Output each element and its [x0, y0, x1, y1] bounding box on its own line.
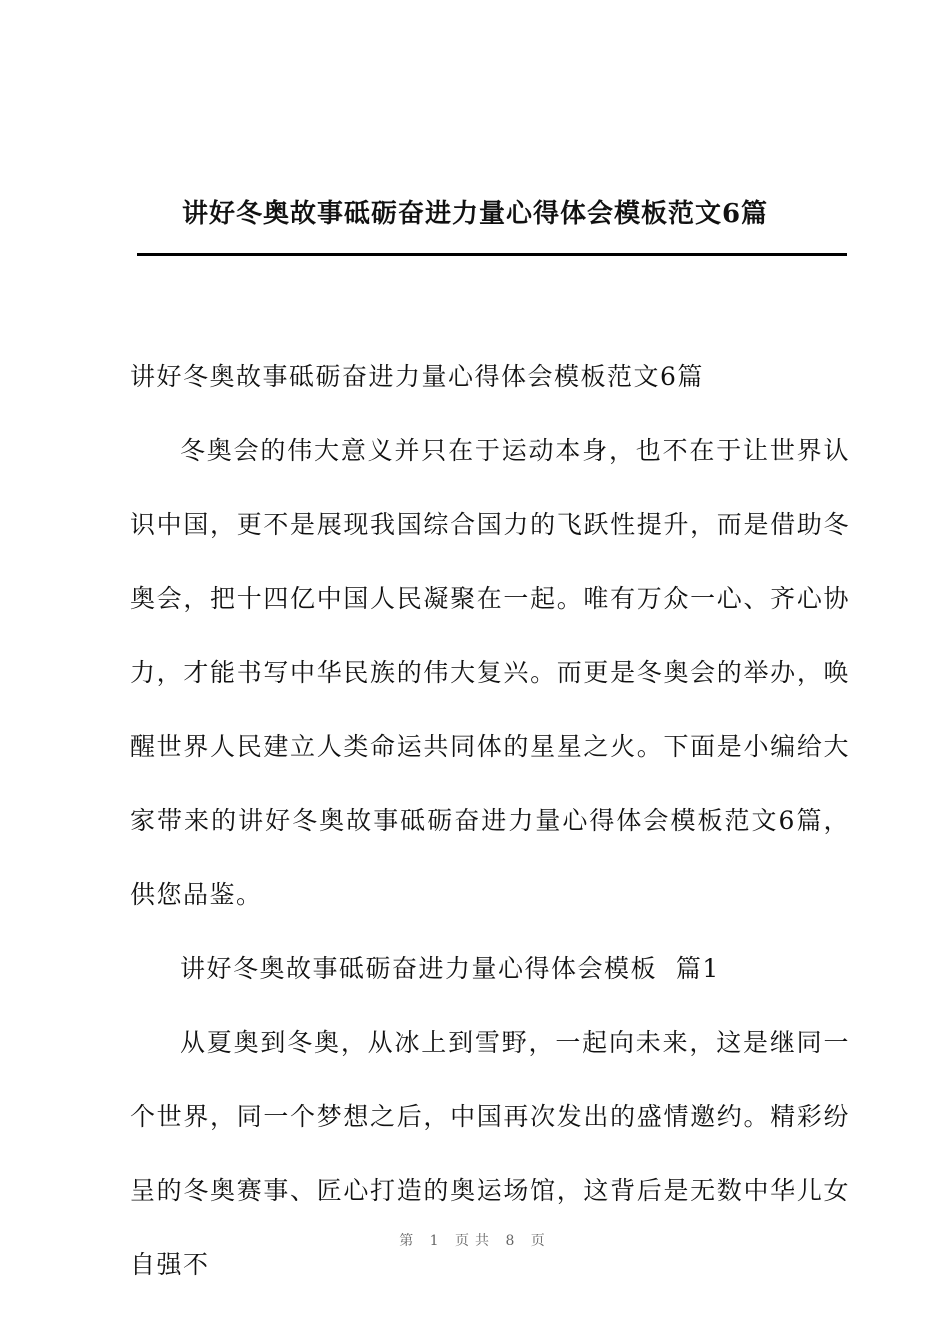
body-paragraph-heading: 讲好冬奥故事砥砺奋进力量心得体会模板范文6篇 [130, 362, 704, 391]
title-underline [137, 253, 847, 256]
body-paragraph-intro: 冬奥会的伟大意义并只在于运动本身，也不在于让世界认识中国，更不是展现我国综合国力的飞跃性提升，而是借助冬奥会，把十四亿中国人民凝聚在一起。唯有万众一心、齐心协力，才能书写中华民族的伟大复兴。而更是冬奥会的举办，唤醒世界人民建立人类命运共同体的星星之火。下面是小编给大家带来的讲好冬奥故事砥砺奋进力量心得体会模板范文6篇，供您品鉴。 [130, 436, 850, 909]
document-title: 讲好冬奥故事砥砺奋进力量心得体会模板范文6篇 [181, 199, 769, 229]
body-paragraph-section-1: 从夏奥到冬奥，从冰上到雪野，一起向未来，这是继同一个世界，同一个梦想之后，中国再次发出的盛情邀约。精彩纷呈的冬奥赛事、匠心打造的奥运场馆，这背后是无数中华儿女自强不 [130, 1028, 850, 1279]
section-heading-1: 讲好冬奥故事砥砺奋进力量心得体会模板 篇1 [180, 954, 720, 983]
page-footer: 第 1 页共 8 页 [399, 1233, 551, 1249]
document-body [130, 340, 850, 1302]
